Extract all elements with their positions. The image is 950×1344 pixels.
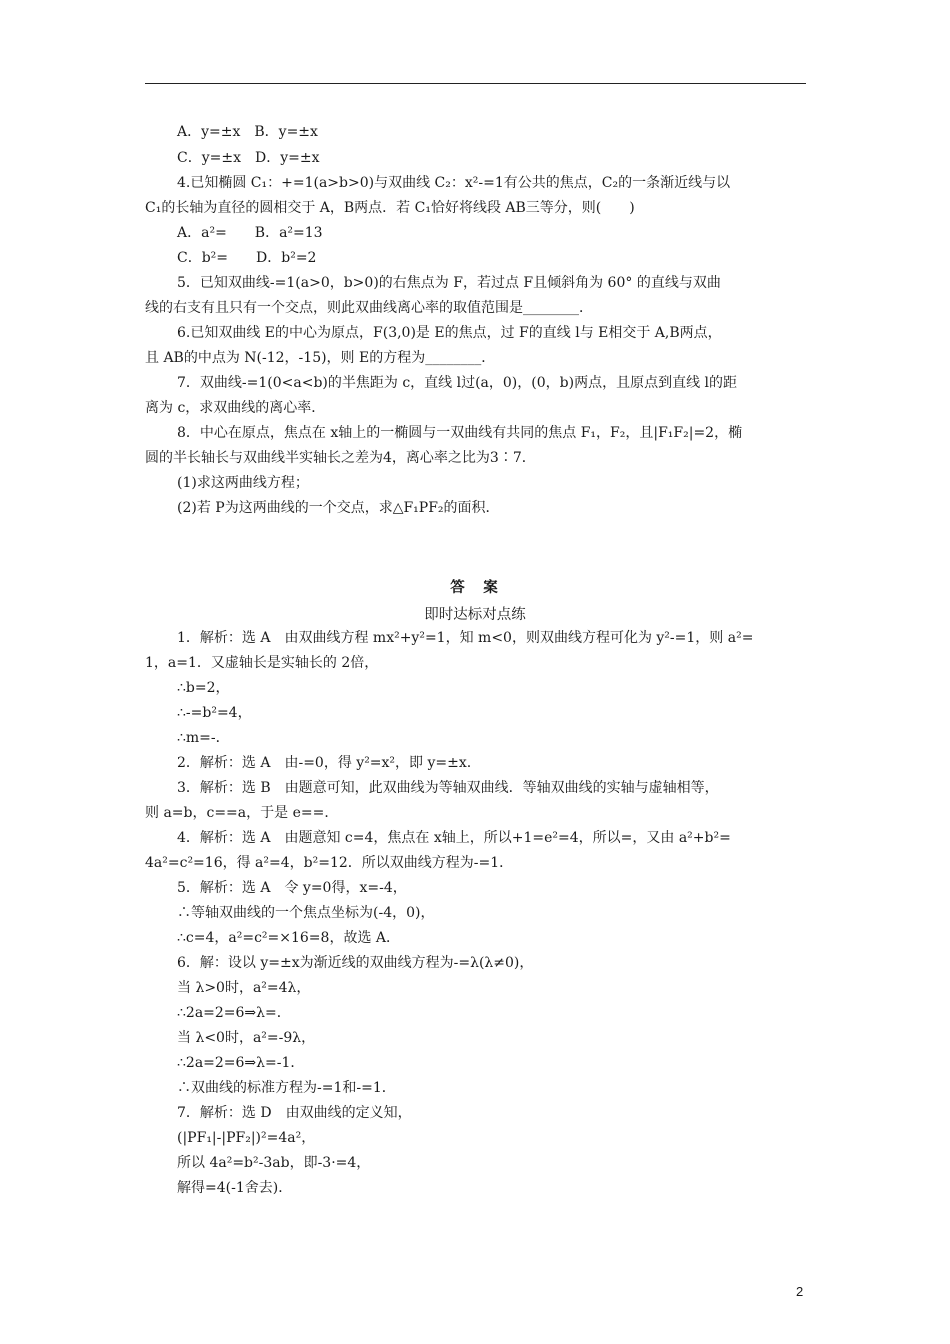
page-number: 2 — [796, 1284, 804, 1299]
question-line: 线的右支有且只有一个交点，则此双曲线离心率的取值范围是________． — [145, 300, 593, 316]
answer-line: 2．解析：选 A 由-=0，得 y²=x²，即 y=±x. — [177, 755, 472, 771]
answer-line: 3．解析：选 B 由题意可知，此双曲线为等轴双曲线．等轴双曲线的实轴与虚轴相等， — [177, 780, 719, 796]
answer-line: 所以 4a²=b²-3ab，即-3·=4， — [177, 1155, 371, 1171]
answer-line: (|PF₁|-|PF₂|)²=4a²， — [177, 1130, 316, 1146]
answer-line: 4．解析：选 A 由题意知 c=4，焦点在 x轴上，所以+1=e²=4，所以=，又由 a²+b²= — [177, 830, 731, 846]
question-line: 4.已知椭圆 C₁：+=1(a>b>0)与双曲线 C₂：x²-=1有公共的焦点，C₂的一条渐近线与以 — [177, 175, 731, 191]
header-rule — [145, 83, 806, 84]
answer-line: 7．解析：选 D 由双曲线的定义知， — [177, 1105, 412, 1121]
question-line: 7．双曲线-=1(0<a<b)的半焦距为 c，直线 l过(a，0)，(0，b)两点，且原点到直线 l的距 — [177, 375, 737, 391]
answer-line: ∴m=-． — [177, 730, 230, 746]
answer-line: ∴c=4，a²=c²=×16=8，故选 A． — [177, 930, 401, 946]
answer-line: 6．解：设以 y=±x为渐近线的双曲线方程为-=λ(λ≠0)， — [177, 955, 534, 971]
answer-line: 则 a=b，c==a，于是 e==． — [145, 805, 339, 821]
answer-line: ∴b=2， — [177, 680, 230, 696]
question-line: A．y=±x B．y=±x — [177, 124, 318, 140]
question-line: 8．中心在原点，焦点在 x轴上的一椭圆与一双曲线有共同的焦点 F₁，F₂，且|F₁F₂|=2，椭 — [177, 425, 743, 441]
answer-line: 解得=4(-1舍去)． — [177, 1180, 293, 1196]
answer-line: 当 λ>0时，a²=4λ， — [177, 980, 311, 996]
answer-line: ∴双曲线的标准方程为-=1和-=1． — [177, 1080, 396, 1096]
question-line: 圆的半长轴长与双曲线半实轴长之差为4，离心率之比为3∶7． — [145, 450, 536, 466]
answer-line: 5．解析：选 A 令 y=0得，x=-4， — [177, 880, 407, 896]
answer-line: ∴-=b²=4， — [177, 705, 252, 721]
answer-line: 当 λ<0时，a²=-9λ， — [177, 1030, 316, 1046]
question-line: 且 AB的中点为 N(-12，-15)，则 E的方程为________． — [145, 350, 496, 366]
question-line: A．a²= B．a²=13 — [177, 225, 323, 241]
answers-subtitle: 即时达标对点练 — [424, 607, 526, 623]
question-line: (1)求这两曲线方程； — [177, 475, 309, 491]
question-line: 离为 c，求双曲线的离心率． — [145, 400, 326, 416]
question-line: 5．已知双曲线-=1(a>0，b>0)的右焦点为 F，若过点 F且倾斜角为 60° 的直线与双曲 — [177, 275, 721, 291]
answer-line: 1．解析：选 A 由双曲线方程 mx²+y²=1，知 m<0，则双曲线方程可化为 y²-=1，则 a²= — [177, 630, 754, 646]
question-line: C．b²= D．b²=2 — [177, 250, 317, 266]
answer-line: ∴2a=2=6⇒λ=-1． — [177, 1055, 305, 1071]
answer-line: 1，a=1．又虚轴长是实轴长的 2倍， — [145, 655, 379, 671]
answer-line: ∴等轴双曲线的一个焦点坐标为(-4，0)， — [177, 905, 435, 921]
question-line: C．y=±x D．y=±x — [177, 150, 320, 166]
question-line: 6.已知双曲线 E的中心为原点，F(3,0)是 E的焦点，过 F的直线 l与 E相交于 A,B两点， — [177, 325, 722, 341]
question-line: (2)若 P为这两曲线的一个交点，求△F₁PF₂的面积． — [177, 500, 500, 516]
answers-title: 答 案 — [450, 579, 500, 596]
answer-line: ∴2a=2=6⇒λ=． — [177, 1005, 291, 1021]
question-line: C₁的长轴为直径的圆相交于 A，B两点．若 C₁恰好将线段 AB三等分，则( ) — [145, 200, 635, 216]
answer-line: 4a²=c²=16，得 a²=4，b²=12．所以双曲线方程为-=1． — [145, 855, 514, 871]
